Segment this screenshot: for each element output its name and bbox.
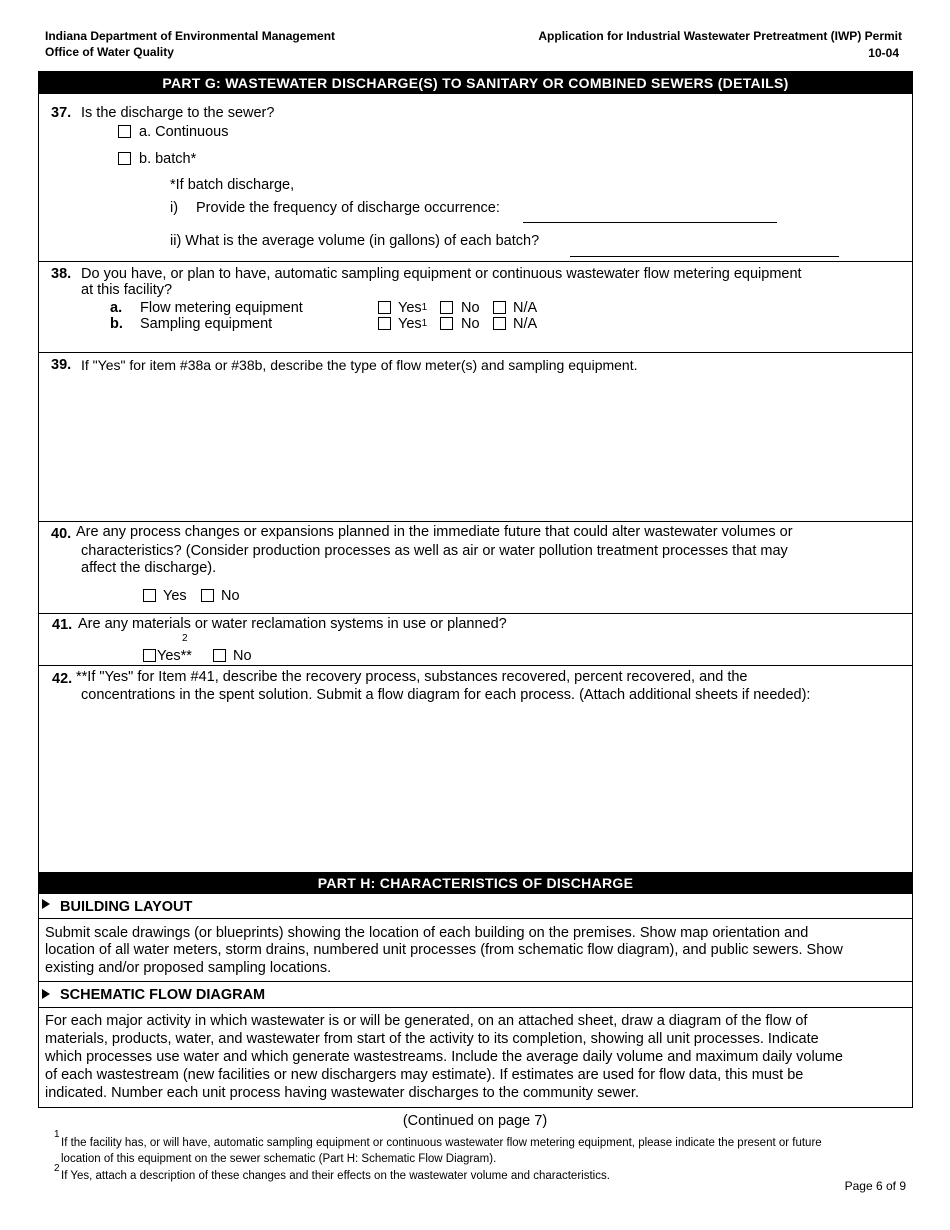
q37-batch-label: b. batch*	[139, 151, 197, 167]
q38b-na-label: N/A	[513, 316, 538, 332]
divider	[38, 918, 913, 919]
footnote-1-line2: location of this equipment on the sewer schematic (Part H: Schematic Flow Diagram).	[61, 1153, 497, 1165]
divider	[38, 261, 913, 262]
q37-number: 37.	[51, 105, 72, 121]
q38b-yes-checkbox[interactable]	[378, 317, 391, 330]
page-number: Page 6 of 9	[844, 1179, 906, 1193]
form-title: Application for Industrial Wastewater Pretreatment (IWP) Permit	[538, 29, 902, 43]
divider	[38, 665, 913, 666]
q38a-na-checkbox[interactable]	[493, 301, 506, 314]
q40-line3: affect the discharge).	[81, 560, 217, 576]
footnote-1-mark: 1	[54, 1129, 60, 1140]
arrow-bullet-icon	[42, 899, 50, 909]
q38a-no-label: No	[461, 300, 480, 316]
q38b-label: b.	[110, 316, 123, 332]
q37-continuous-checkbox[interactable]	[118, 125, 131, 138]
footnote-1-line1: If the facility has, or will have, automatic sampling equipment or continuous wastewater flow metering equipment, please indicate the present or future	[61, 1137, 822, 1149]
part-g-title: PART G: WASTEWATER DISCHARGE(S) TO SANITARY OR COMBINED SEWERS (DETAILS)	[38, 72, 913, 94]
continued-note: (Continued on page 7)	[402, 1113, 548, 1129]
q41-yes-checkbox[interactable]	[143, 649, 156, 662]
q41-no-checkbox[interactable]	[213, 649, 226, 662]
q37-volume-field[interactable]	[570, 256, 839, 257]
q41-question: Are any materials or water reclamation systems in use or planned?	[78, 616, 507, 632]
arrow-bullet-icon	[42, 989, 50, 999]
schematic-heading: SCHEMATIC FLOW DIAGRAM	[60, 987, 266, 1003]
agency-name: Indiana Department of Environmental Management	[45, 29, 336, 43]
divider	[38, 613, 913, 614]
q38-question-line1: Do you have, or plan to have, automatic sampling equipment or continuous wastewater flow metering equipment	[81, 266, 802, 282]
q38b-no-checkbox[interactable]	[440, 317, 453, 330]
q37-frequency-label: Provide the frequency of discharge occurrence:	[196, 200, 500, 216]
q38-question-line2: at this facility?	[81, 282, 173, 298]
q38b-no-label: No	[461, 316, 480, 332]
divider	[38, 352, 913, 353]
part-h-title: PART H: CHARACTERISTICS OF DISCHARGE	[38, 872, 913, 894]
q38a-label: a.	[110, 300, 123, 316]
q41-yes-label: Yes**	[157, 648, 192, 664]
building-layout-line1: Submit scale drawings (or blueprints) showing the location of each building on the premises. Show map orientation and	[45, 925, 809, 941]
office-name: Office of Water Quality	[45, 45, 174, 59]
q38b-na-checkbox[interactable]	[493, 317, 506, 330]
q41-footnote-ref: 2	[182, 633, 188, 644]
q38a-yes-label: Yes$^1$	[398, 300, 428, 316]
building-layout-heading: BUILDING LAYOUT	[60, 899, 193, 915]
q42-line2: concentrations in the spent solution. Submit a flow diagram for each process. (Attach additional sheets if needed):	[81, 687, 811, 703]
q40-yes-checkbox[interactable]	[143, 589, 156, 602]
q38-number: 38.	[51, 266, 72, 282]
q42-line1: **If "Yes" for Item #41, describe the recovery process, substances recovered, percent recovered, and the	[76, 669, 748, 685]
schematic-line1: For each major activity in which wastewater is or will be generated, on an attached sheet, draw a diagram of the flow of	[45, 1013, 808, 1029]
q39-number: 39.	[51, 357, 72, 373]
building-layout-line3: existing and/or proposed sampling locations.	[45, 960, 332, 976]
q37-frequency-field[interactable]	[523, 222, 777, 223]
divider	[38, 1007, 913, 1008]
q37-volume-label: ii) What is the average volume (in gallons) of each batch?	[170, 233, 540, 249]
building-layout-line2: location of all water meters, storm drains, numbered unit processes (from schematic flow diagram), and public sewers. Show	[45, 942, 843, 958]
q41-number: 41.	[52, 617, 73, 633]
q38a-yes-checkbox[interactable]	[378, 301, 391, 314]
q38a-text: Flow metering equipment	[140, 300, 303, 316]
q37-sub-i-number: i)	[170, 200, 179, 216]
q39-answer-area[interactable]	[40, 376, 910, 518]
q42-answer-area[interactable]	[40, 708, 910, 870]
schematic-line4: of each wastestream (new facilities or new dischargers may estimate). If estimates are used for flow data, this must be	[45, 1067, 804, 1083]
divider	[38, 981, 913, 982]
q38b-yes-label: Yes$^1$	[398, 316, 428, 332]
q40-no-label: No	[221, 588, 240, 604]
q40-line1: Are any process changes or expansions planned in the immediate future that could alter wastewater volumes or	[76, 524, 793, 540]
q40-number: 40.	[51, 526, 72, 542]
q40-yes-label: Yes	[163, 588, 187, 604]
q40-no-checkbox[interactable]	[201, 589, 214, 602]
q38a-no-checkbox[interactable]	[440, 301, 453, 314]
q41-no-label: No	[233, 648, 252, 664]
q38a-na-label: N/A	[513, 300, 538, 316]
schematic-line5: indicated. Number each unit process having wastewater discharges to the community sewer.	[45, 1085, 639, 1101]
q38b-text: Sampling equipment	[140, 316, 273, 332]
schematic-line3: which processes use water and which generate wastestreams. Include the average daily volume and maximum daily volume	[45, 1049, 843, 1065]
q42-number: 42.	[52, 671, 73, 687]
footnote-2-line1: If Yes, attach a description of these changes and their effects on the wastewater volume and characteristics.	[61, 1170, 610, 1182]
q40-line2: characteristics? (Consider production processes as well as air or water pollution treatment processes that may	[81, 543, 788, 559]
schematic-line2: materials, products, water, and wastewater from start of the activity to its completion, showing all unit processes. Indicate	[45, 1031, 819, 1047]
q39-question: If "Yes" for item #38a or #38b, describe the type of flow meter(s) and sampling equipment.	[81, 357, 638, 373]
q37-batch-note: *If batch discharge,	[170, 177, 295, 193]
q37-question: Is the discharge to the sewer?	[81, 105, 275, 121]
divider	[38, 521, 913, 522]
form-number: 10-04	[868, 46, 899, 60]
q37-continuous-label: a. Continuous	[139, 124, 229, 140]
q37-batch-checkbox[interactable]	[118, 152, 131, 165]
footnote-2-mark: 2	[54, 1163, 60, 1174]
